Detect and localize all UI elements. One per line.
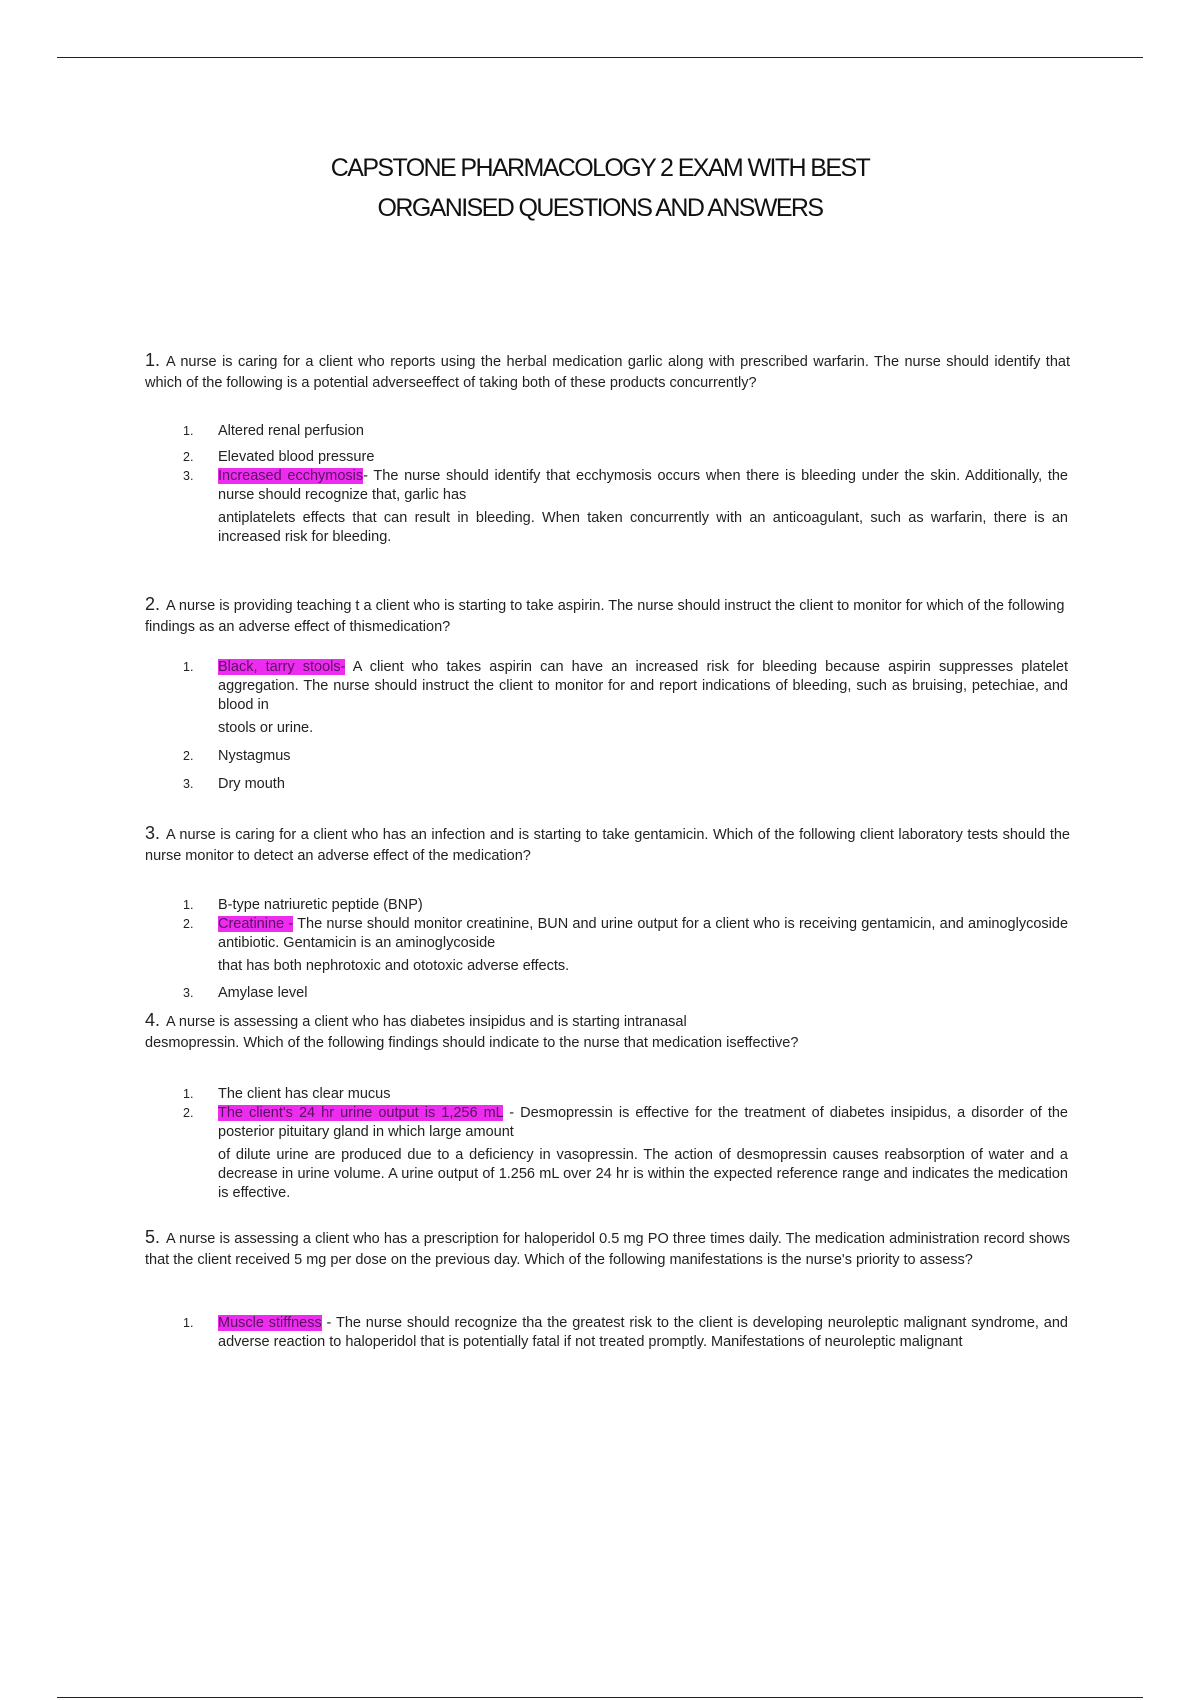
answer-option-correct (178, 467, 1068, 547)
rationale-continued: stools or urine. (218, 720, 314, 736)
option-text: The client has clear mucus (218, 1086, 391, 1102)
answer-list-1 (178, 422, 1068, 547)
question-text-line-2: desmopressin. Which of the following findings should indicate to the nurse that medication iseffective? (145, 1035, 799, 1051)
option-number: 2. (183, 917, 194, 931)
question-3 (145, 823, 1070, 867)
correct-answer-highlight: The client's 24 hr urine output is 1,256 mL (218, 1105, 504, 1121)
question-text: A nurse is providing teaching t a client who is starting to take aspirin. The nurse should instruct the client to monitor for which of the following findings as an adverse effect of thismedication? (145, 598, 1065, 635)
rationale-text: - The nurse should recognize tha the greatest risk to the client is developing neuroleptic malignant syndrome, and adverse reaction to haloperidol that is potentially fatal if not treated promptly. Manifestations of neuroleptic malignant (218, 1315, 1068, 1350)
question-number: 4. (145, 1010, 161, 1030)
correct-answer-highlight: Black, tarry stools- (218, 659, 346, 675)
option-number: 2. (183, 749, 194, 763)
rationale-text: A client who takes aspirin can have an increased risk for bleeding because aspirin suppresses platelet aggregation. The nurse should instruct the client to monitor for and report indications of bleeding, such as bruising, petechiae, and blood in (218, 659, 1068, 713)
option-number: 1. (183, 424, 194, 438)
option-text: Dry mouth (218, 776, 285, 792)
correct-answer-highlight: Increased ecchymosis (218, 468, 364, 484)
question-text: A nurse is caring for a client who reports using the herbal medication garlic along with prescribed warfarin. The nurse should identify that which of the following is a potential adverseeffect of taking both of these products concurrently? (145, 354, 1070, 391)
question-number: 5. (145, 1227, 161, 1247)
rationale-continued: of dilute urine are produced due to a deficiency in vasopressin. The action of desmopressin causes reabsorption of water and a decrease in urine volume. A urine output of 1.256 mL over 24 hr is within the expected reference range and indicates the medication is effective. (218, 1147, 1068, 1201)
question-text: A nurse is caring for a client who has an infection and is starting to take gentamicin. Which of the following client laboratory tests should the nurse monitor to detect an adverse effect of the medication? (145, 827, 1070, 864)
answer-list-2 (178, 658, 1068, 794)
option-number: 2. (183, 1106, 194, 1120)
option-number: 2. (183, 450, 194, 464)
answer-option-correct (178, 915, 1068, 976)
footer-rule (57, 1697, 1143, 1698)
rationale-continued: antiplatelets effects that can result in bleeding. When taken concurrently with an anticoagulant, such as warfarin, there is an increased risk for bleeding. (218, 510, 1068, 545)
answer-option (178, 747, 1068, 766)
answer-option (178, 775, 1068, 794)
option-number: 3. (183, 777, 194, 791)
question-1 (145, 350, 1070, 394)
option-text: Elevated blood pressure (218, 449, 375, 465)
answer-option-correct (178, 658, 1068, 738)
option-number: 3. (183, 986, 194, 1000)
option-text: Amylase level (218, 985, 308, 1001)
question-5 (145, 1227, 1070, 1271)
answer-list-4 (178, 1085, 1068, 1203)
rationale-text: - Desmopressin is effective for the treatment of diabetes insipidus, a disorder of the posterior pituitary gland in which large amount (218, 1105, 1069, 1140)
option-text: Nystagmus (218, 748, 291, 764)
correct-answer-highlight: Creatinine - (218, 916, 294, 932)
answer-option (178, 984, 1068, 1003)
option-text: B-type natriuretic peptide (BNP) (218, 897, 423, 913)
page-title (0, 148, 1200, 228)
rationale-continued: that has both nephrotoxic and ototoxic adverse effects. (218, 958, 570, 974)
correct-answer-highlight: Muscle stiffness (218, 1315, 322, 1331)
question-text: A nurse is assessing a client who has diabetes insipidus and is starting intranasal (166, 1014, 687, 1030)
option-number: 1. (183, 1316, 194, 1330)
title-line-1: CAPSTONE PHARMACOLOGY 2 EXAM WITH BEST (330, 154, 870, 182)
option-text: Altered renal perfusion (218, 423, 364, 439)
answer-option (178, 896, 1068, 915)
answer-list-5 (178, 1314, 1068, 1352)
question-number: 3. (145, 823, 161, 843)
question-number: 1. (145, 350, 161, 370)
answer-option (178, 422, 1068, 441)
answer-option (178, 448, 1068, 467)
rationale-text: The nurse should monitor creatinine, BUN and urine output for a client who is receiving gentamicin, and aminoglycoside antibiotic. Gentamicin is an aminoglycoside (218, 916, 1069, 951)
option-number: 1. (183, 1087, 194, 1101)
answer-option-correct (178, 1314, 1068, 1352)
answer-option (178, 1085, 1068, 1104)
rationale-text: - The nurse should identify that ecchymosis occurs when there is bleeding under the skin. Additionally, the nurse should recognize that, garlic has (218, 468, 1068, 503)
title-line-2: ORGANISED QUESTIONS AND ANSWERS (377, 194, 823, 222)
option-number: 3. (183, 469, 194, 483)
question-text: A nurse is assessing a client who has a prescription for haloperidol 0.5 mg PO three times daily. The medication administration record shows that the client received 5 mg per dose on the previous day. Which of the following manifestations is the nurse's priority to assess? (145, 1231, 1070, 1268)
question-2 (145, 594, 1070, 638)
option-number: 1. (183, 898, 194, 912)
answer-list-3 (178, 896, 1068, 1003)
answer-option-correct (178, 1104, 1068, 1203)
question-4 (145, 1010, 1070, 1054)
question-number: 2. (145, 594, 161, 614)
header-rule (57, 57, 1143, 58)
option-number: 1. (183, 660, 194, 674)
